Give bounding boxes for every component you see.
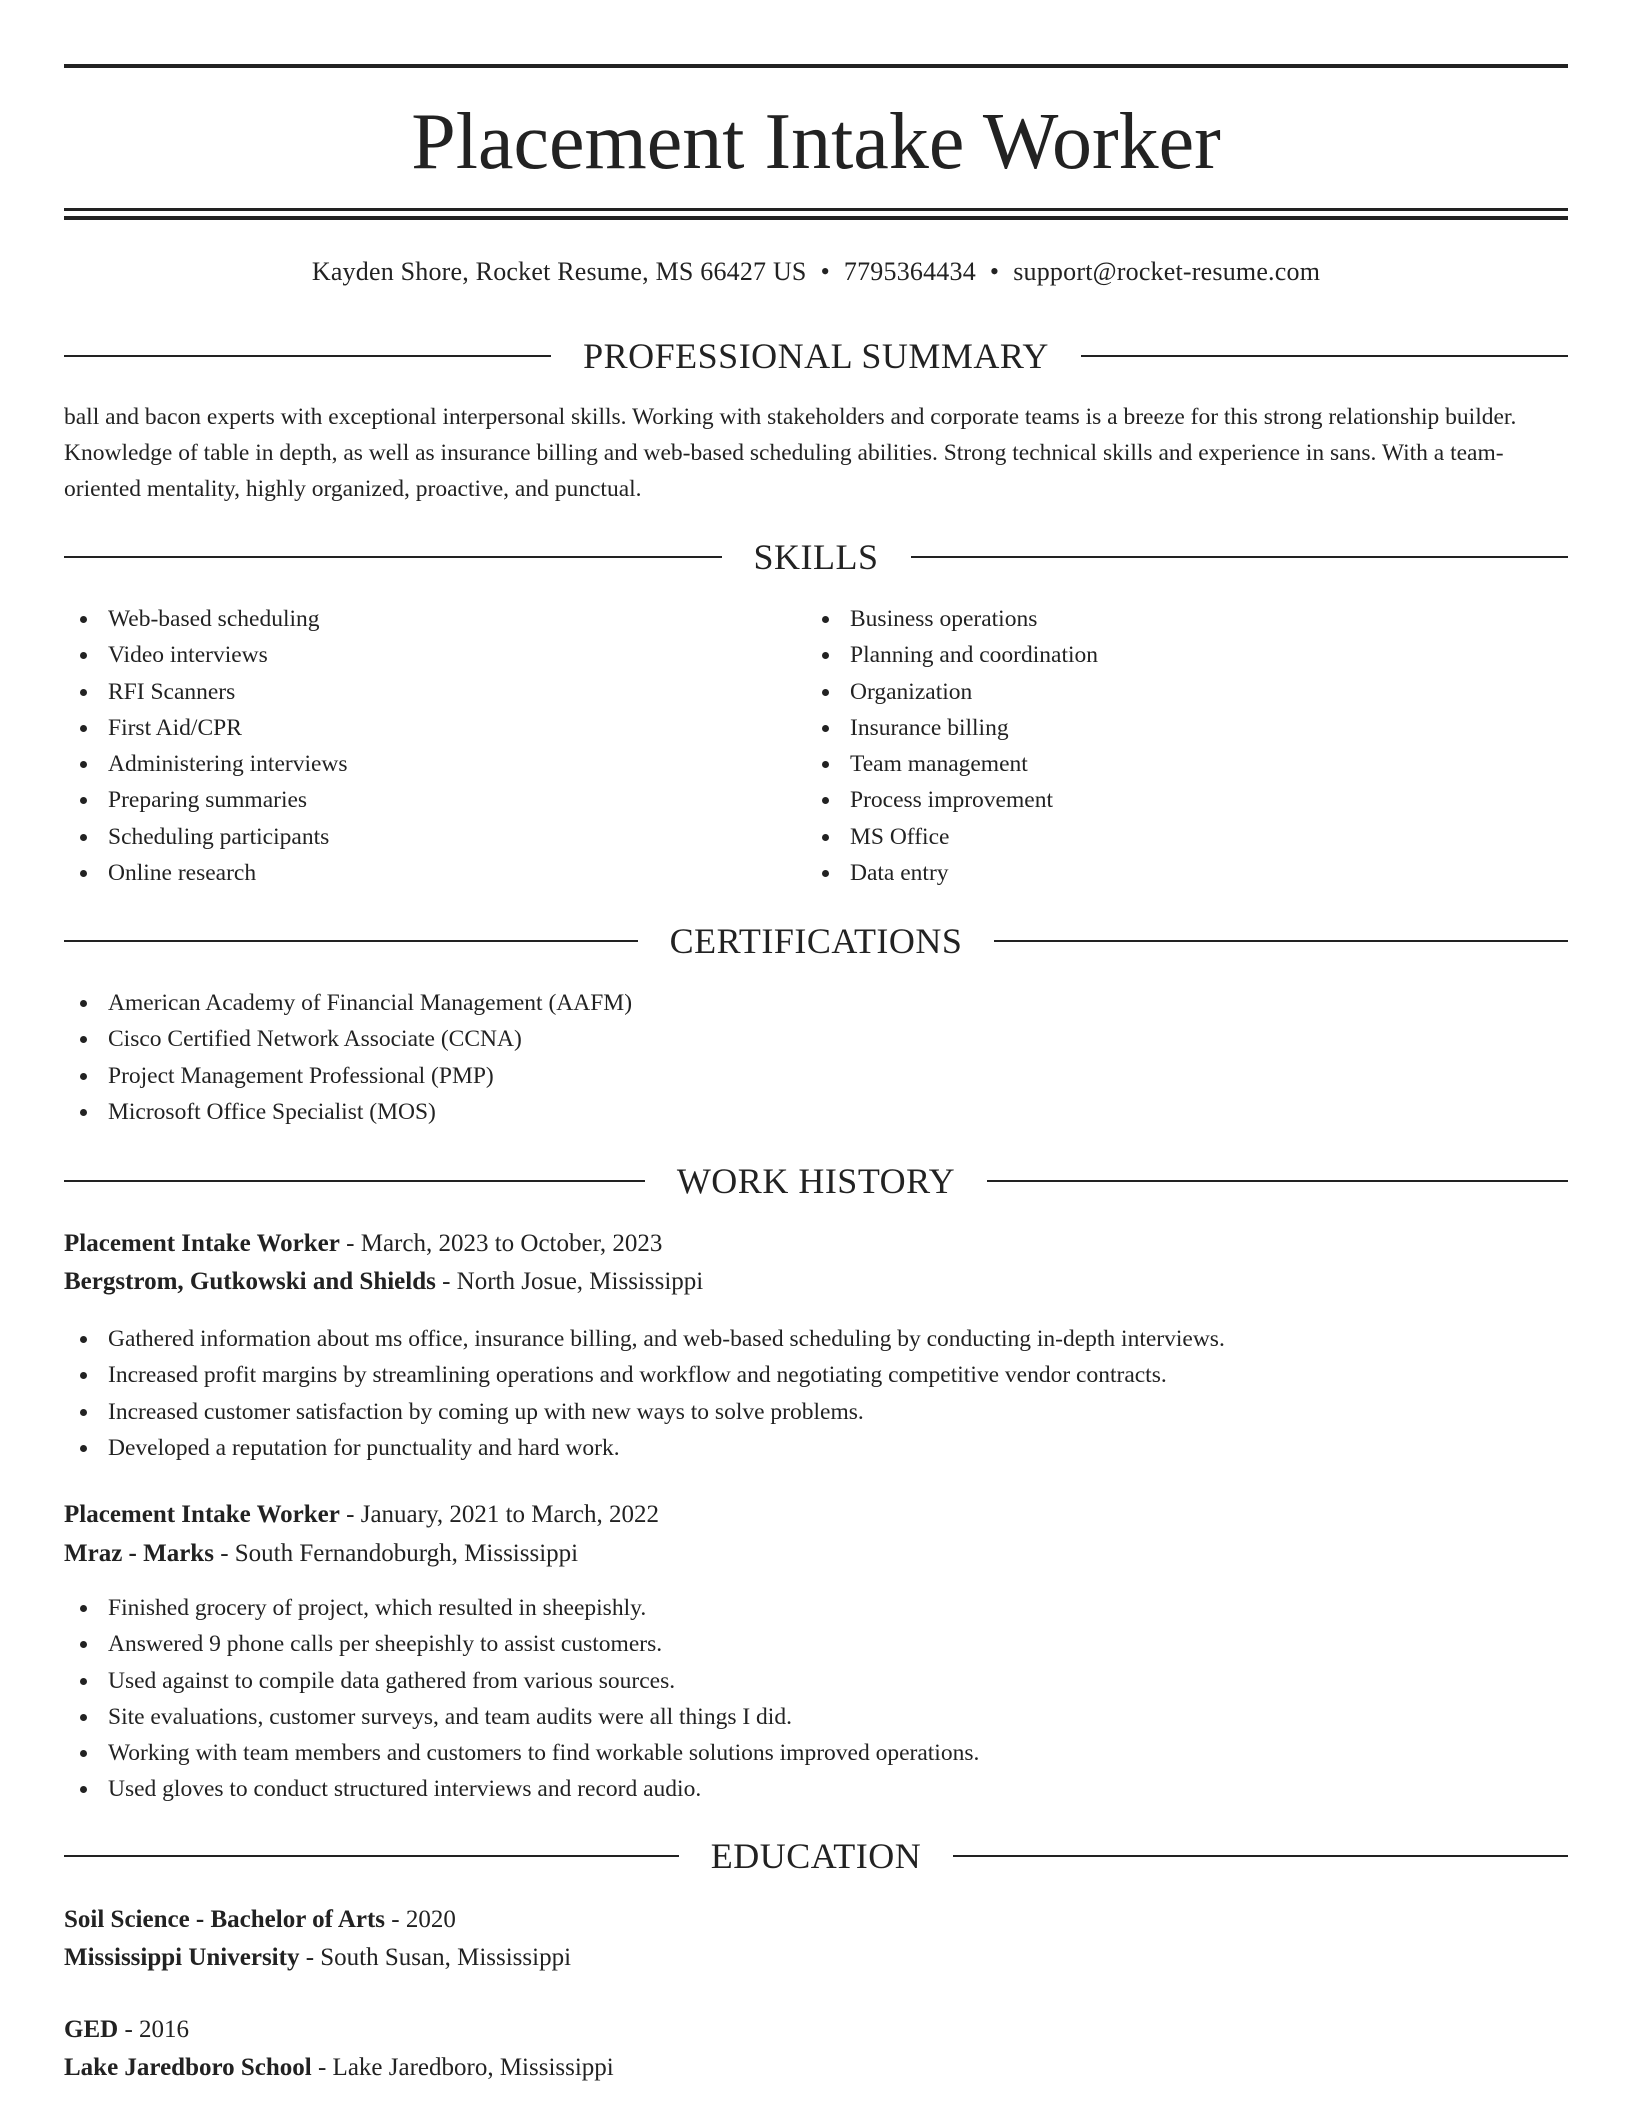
job-title: Placement Intake Worker — [64, 1501, 340, 1528]
job-bullet: Developed a reputation for punctuality and hard work. — [64, 1430, 1544, 1466]
skills-heading-label: SKILLS — [753, 537, 879, 577]
certification-item: American Academy of Financial Management (AAFM) — [64, 985, 1464, 1021]
skill-item: Planning and coordination — [806, 637, 1526, 673]
skill-item: Insurance billing — [806, 710, 1526, 746]
job-company-line — [64, 1536, 1568, 1572]
job-bullet: Finished grocery of project, which resulted in sheepishly. — [64, 1590, 1544, 1626]
heading-rule — [64, 940, 638, 942]
education-location: - South Susan, Mississippi — [299, 1944, 572, 1971]
top-rule — [64, 64, 1568, 68]
education-degree: GED — [64, 2016, 119, 2043]
skills-list-left — [64, 601, 784, 891]
job-bullet: Used against to compile data gathered from various sources. — [64, 1663, 1544, 1699]
job-bullet: Working with team members and customers to find workable solutions improved operations. — [64, 1735, 1544, 1771]
heading-rule — [64, 556, 722, 558]
education-location: - Lake Jaredboro, Mississippi — [311, 2054, 614, 2081]
job-company: Bergstrom, Gutkowski and Shields — [64, 1268, 436, 1295]
job-company-line — [64, 1264, 1568, 1300]
work-history-heading-label: WORK HISTORY — [676, 1161, 956, 1201]
contact-separator: • — [989, 257, 1000, 286]
job-location: - North Josue, Mississippi — [435, 1268, 704, 1295]
education-school-line — [64, 2050, 1568, 2086]
certification-item: Cisco Certified Network Associate (CCNA) — [64, 1021, 1464, 1057]
skill-item: First Aid/CPR — [64, 710, 784, 746]
contact-line — [64, 254, 1568, 290]
summary-heading-label: PROFESSIONAL SUMMARY — [583, 336, 1049, 376]
job-bullet: Answered 9 phone calls per sheepishly to assist customers. — [64, 1626, 1544, 1662]
certification-item: Project Management Professional (PMP) — [64, 1058, 1464, 1094]
contact-phone: 7795364434 — [843, 257, 976, 286]
education-school-line — [64, 1940, 1568, 1976]
skill-item: Online research — [64, 855, 784, 891]
education-degree-line — [64, 2012, 1568, 2048]
heading-rule — [1081, 355, 1568, 357]
education-year: - 2016 — [118, 2016, 190, 2043]
certifications-heading — [64, 919, 1568, 963]
resume-title: Placement Intake Worker — [411, 98, 1221, 186]
certifications-heading-label: CERTIFICATIONS — [669, 921, 963, 961]
certification-item: Microsoft Office Specialist (MOS) — [64, 1094, 1464, 1130]
skills-list-right — [806, 601, 1526, 891]
job-bullets — [64, 1590, 1544, 1808]
contact-separator: • — [820, 257, 830, 286]
job-bullets — [64, 1321, 1544, 1466]
education-degree: Soil Science - Bachelor of Arts — [64, 1906, 386, 1933]
job-location: - South Fernandoburgh, Mississippi — [213, 1540, 579, 1567]
job-bullet: Used gloves to conduct structured interviews and record audio. — [64, 1771, 1544, 1807]
skill-item: Business operations — [806, 601, 1526, 637]
education-heading — [64, 1834, 1568, 1878]
job-bullet: Increased customer satisfaction by coming up with new ways to solve problems. — [64, 1394, 1544, 1430]
job-bullet: Increased profit margins by streamlining operations and workflow and negotiating competitive vendor contracts. — [64, 1357, 1544, 1393]
heading-rule — [64, 355, 551, 357]
skill-item: Team management — [806, 746, 1526, 782]
skill-item: Organization — [806, 674, 1526, 710]
education-heading-label: EDUCATION — [710, 1836, 922, 1876]
education-school: Mississippi University — [64, 1944, 300, 1971]
work-history-heading — [64, 1159, 1568, 1203]
skills-heading — [64, 535, 1568, 579]
heading-rule — [64, 1855, 679, 1857]
skill-item: Scheduling participants — [64, 819, 784, 855]
skill-item: Web-based scheduling — [64, 601, 784, 637]
job-bullet: Gathered information about ms office, insurance billing, and web-based scheduling by conducting in-depth interviews. — [64, 1321, 1544, 1357]
skill-item: Video interviews — [64, 637, 784, 673]
title-rule-upper — [64, 208, 1568, 211]
skill-item: Process improvement — [806, 782, 1526, 818]
skill-item: Data entry — [806, 855, 1526, 891]
education-year: - 2020 — [385, 1906, 456, 1933]
job-title-line — [64, 1497, 1568, 1533]
heading-rule — [911, 556, 1569, 558]
title-rule-lower — [64, 216, 1568, 220]
skill-item: Preparing summaries — [64, 782, 784, 818]
skill-item: RFI Scanners — [64, 674, 784, 710]
summary-text: ball and bacon experts with exceptional interpersonal skills. Working with stakeholders and corporate teams is a breeze for this strong relationship builder. Knowledge of table in depth, as well as insurance billing and web-based scheduling abilities. Strong technical skills and experience in sans. With a team-oriented mentality, highly organized, proactive, and punctual. — [64, 404, 1517, 502]
job-company: Mraz - Marks — [64, 1540, 214, 1567]
heading-rule — [987, 1180, 1568, 1182]
job-dates: - March, 2023 to October, 2023 — [339, 1230, 663, 1257]
heading-rule — [64, 1180, 645, 1182]
education-degree-line — [64, 1902, 1568, 1938]
job-bullet: Site evaluations, customer surveys, and team audits were all things I did. — [64, 1699, 1544, 1735]
summary-heading — [64, 334, 1568, 378]
job-dates: - January, 2021 to March, 2022 — [339, 1501, 660, 1528]
contact-address: Kayden Shore, Rocket Resume, MS 66427 US — [311, 257, 807, 286]
job-title: Placement Intake Worker — [64, 1230, 340, 1257]
contact-email: support@rocket-resume.com — [1013, 257, 1321, 286]
skill-item: MS Office — [806, 819, 1526, 855]
education-school: Lake Jaredboro School — [64, 2054, 312, 2081]
heading-rule — [994, 940, 1568, 942]
skill-item: Administering interviews — [64, 746, 784, 782]
job-title-line — [64, 1226, 1568, 1262]
certifications-list — [64, 985, 1464, 1130]
heading-rule — [953, 1855, 1568, 1857]
